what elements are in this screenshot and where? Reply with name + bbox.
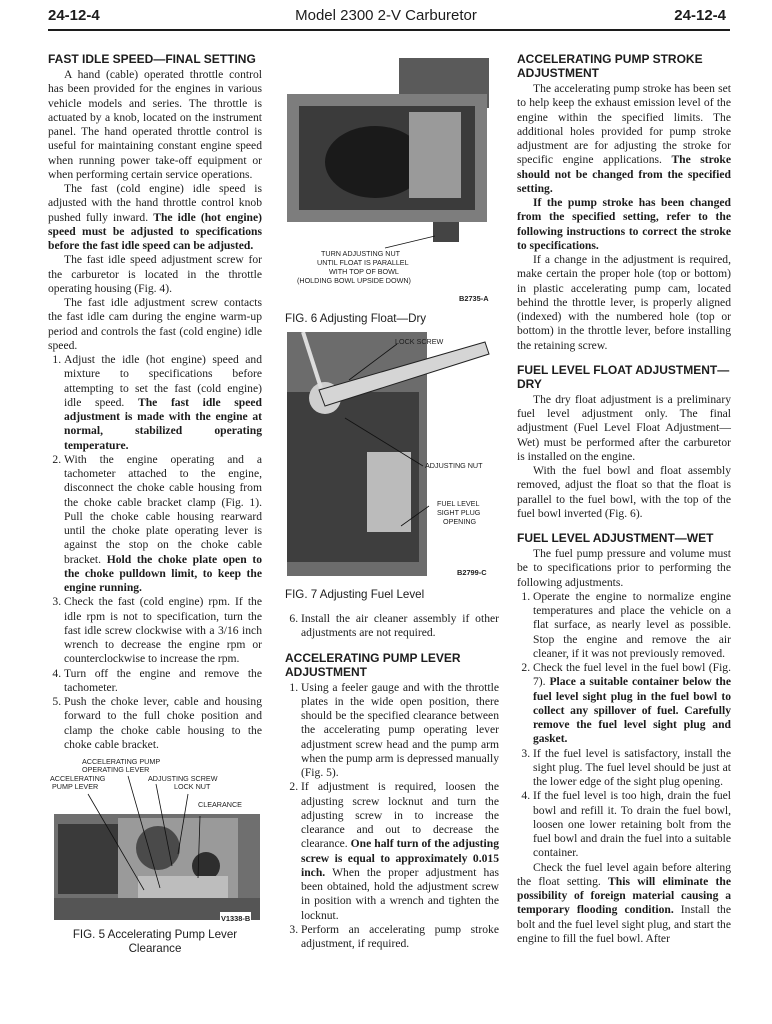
list-item: 5. Push the choke lever, cable and housing forward to the full choke position and clamp the choke cable housing to the choke cable bracket. — [64, 695, 262, 752]
paragraph: The fast idle speed adjustment screw for the carburetor is located in the throttle operating housing (Fig. 4). — [48, 253, 262, 295]
list-item: 1. Operate the engine to normalize engine temperatures and place the vehicle on a flat surface, as nearly level as possible. Stop the engine and remove the air cleaner, if it was not previously removed. — [533, 590, 731, 661]
figure-6-caption: FIG. 6 Adjusting Float—Dry — [285, 312, 427, 325]
label: TURN ADJUSTING NUT — [321, 249, 401, 258]
heading-pump-stroke: ACCELERATING PUMP STROKE ADJUSTMENT — [517, 52, 703, 80]
figure-code: V1338-B — [220, 912, 251, 926]
paragraph: If the pump stroke has been changed from the specified setting, refer to the following instructions to correct the stroke to specifications. — [517, 196, 731, 252]
list-item: 6. Install the air cleaner assembly if other adjustments are not required. — [301, 612, 499, 641]
label: ADJUSTING NUT — [425, 461, 483, 470]
page-header — [0, 0, 772, 34]
paragraph: A hand (cable) operated throttle control has been provided for the engines in various vehicle models and series. The throttle is actuated by a knob, located on the instrument panel. The hand operated throttle control is useful for maintaining constant engine speed when running power take-off equipment or when performing certain service operations. — [48, 68, 262, 181]
heading-fuel-level-wet: FUEL LEVEL ADJUSTMENT—WET — [517, 531, 714, 545]
figure-7-illustration — [285, 332, 499, 578]
label: ACCELERATING — [50, 774, 106, 783]
page-number-left: 24-12-4 — [48, 7, 100, 24]
list-item: 1. Adjust the idle (hot engine) speed and mixture to specifications before attempting to set the fast (cold engine) idle speed. The fast idle speed adjustment is made with the engine at normal, stabilized operating temperature. — [64, 353, 262, 453]
paragraph: The accelerating pump stroke has been set to help keep the exhaust emission level of the engine within the specified limits. The additional holes provided for pump stroke adjustment are for adjusting the stroke for specific engine applications. The stroke should not be changed from the specified setting. — [517, 82, 731, 195]
list-item: 3. Perform an accelerating pump stroke adjustment, if required. — [301, 923, 499, 952]
label: LOCK NUT — [174, 782, 211, 791]
paragraph: With the fuel bowl and float assembly removed, adjust the float so that the float is parallel to the fuel bowl, with the top of the fuel bowl inverted (Fig. 6). — [517, 464, 731, 520]
figure-code: B2799-C — [457, 568, 487, 577]
paragraph: If a change in the adjustment is required, make certain the proper hole (top or bottom) in plastic accelerating pump cam, located behind the throttle lever, is properly aligned (indexed) with the numbered hole (top or bottom) in the throttle lever, before installing the retaining screw. — [517, 253, 731, 352]
figure-6 — [285, 58, 499, 304]
label: SIGHT PLUG — [437, 508, 481, 517]
paragraph: Check the fuel level again before altering the float setting. This will eliminate the possibility of foreign material causing a temporary flooding condition. Install the bolt and the fuel level sight plug, and start the engine to fill the fuel bowl. After — [517, 860, 731, 945]
label: ADJUSTING SCREW — [148, 774, 218, 783]
list-item: 3. Check the fast (cold engine) rpm. If the idle rpm is not to specification, turn the fast idle screw clockwise with a 3/16 inch wrench to decrease the engine rpm or counterclockwise to increase the rpm. — [64, 595, 262, 666]
paragraph: The fuel pump pressure and volume must be to specifications prior to performing the following adjustments. — [517, 547, 731, 589]
procedure-list — [285, 612, 499, 641]
heading-float-dry: FUEL LEVEL FLOAT ADJUSTMENT—DRY — [517, 362, 730, 391]
list-item: 1. Using a feeler gauge and with the throttle plates in the wide open position, there should be the specified clearance between the accelerating pump operating lever adjustment screw head and the pump arm when the pump arm is depressed manually (Fig. 5). — [301, 681, 499, 781]
figure-5-caption: FIG. 5 Accelerating Pump Lever Clearance — [72, 928, 238, 955]
procedure-list — [48, 353, 262, 752]
heading-pump-lever: ACCELERATING PUMP LEVER ADJUSTMENT — [285, 650, 461, 679]
header-rule — [48, 29, 730, 31]
label: UNTIL FLOAT IS PARALLEL — [317, 258, 409, 267]
label: LOCK SCREW — [395, 337, 444, 346]
figure-code: B2735-A — [459, 294, 489, 303]
label: (HOLDING BOWL UPSIDE DOWN) — [297, 276, 411, 285]
label: FUEL LEVEL — [437, 499, 480, 508]
paragraph: The fast (cold engine) idle speed is adjusted with the hand throttle control knob pushed fully inward. The idle (hot engine) speed must be adjusted to specifications before the fast idle speed can be adjusted. — [48, 182, 262, 252]
running-title: Model 2300 2-V Carburetor — [295, 7, 477, 24]
column-left — [48, 52, 262, 956]
list-item: 2. Check the fuel level in the fuel bowl (Fig. 7). Place a suitable container below the fuel level sight plug in the fuel bowl to collect any spillover of fuel. Carefully remove the fuel level sight plug and gasket. — [533, 661, 731, 747]
label: PUMP LEVER — [52, 782, 99, 791]
column-right — [517, 52, 731, 946]
label: WITH TOP OF BOWL — [329, 267, 399, 276]
list-item: 4. Turn off the engine and remove the tachometer. — [64, 667, 262, 696]
list-item: 2. If adjustment is required, loosen the adjusting screw locknut and turn the adjusting screw in to increase the clearance and out to decrease the clearance. One half turn of the adjusting screw is equal to approximately 0.015 inch. When the proper adjustment has been obtained, hold the adjustment screw in position with a wrench and tighten the locknut. — [301, 780, 499, 923]
list-item: 2. With the engine operating and a tachometer attached to the engine, disconnect the choke cable housing from the choke cable bracket clamp (Fig. 1). Pull the choke cable housing rearward until the choke plate operating lever is against the stop on the choke cable bracket. Hold the choke plate open to the choke pulldown limit, to keep the engine running. — [64, 453, 262, 596]
label: ACCELERATING PUMP — [82, 757, 161, 766]
label: CLEARANCE — [198, 800, 242, 809]
figure-5 — [48, 758, 262, 924]
page-number-right: 24-12-4 — [674, 7, 726, 24]
procedure-list — [285, 681, 499, 952]
heading-fast-idle: FAST IDLE SPEED—FINAL SETTING — [48, 52, 256, 66]
procedure-list — [517, 590, 731, 861]
paragraph: The fast idle adjustment screw contacts the fast idle cam during the engine warm-up period and controls the fast (cold engine) idle speed. — [48, 296, 262, 352]
paragraph: The dry float adjustment is a preliminary fuel level adjustment only. The final adjustment (Fuel Level Float Adjustment—Wet) must be performed after the carburetor is installed on the engine. — [517, 392, 731, 463]
list-item: 4. If the fuel level is too high, drain the fuel bowl and refill it. To drain the fuel bowl, loosen one lower retaining bolt from the fuel bowl and drain the fuel into a suitable container. — [533, 789, 731, 860]
label: OPERATING LEVER — [82, 765, 150, 774]
label: OPENING — [443, 517, 477, 526]
figure-7 — [285, 332, 499, 578]
column-middle — [285, 58, 499, 951]
figure-7-caption: FIG. 7 Adjusting Fuel Level — [285, 588, 425, 601]
list-item: 3. If the fuel level is satisfactory, install the sight plug. The fuel level should be just at the lower edge of the sight plug opening. — [533, 747, 731, 790]
